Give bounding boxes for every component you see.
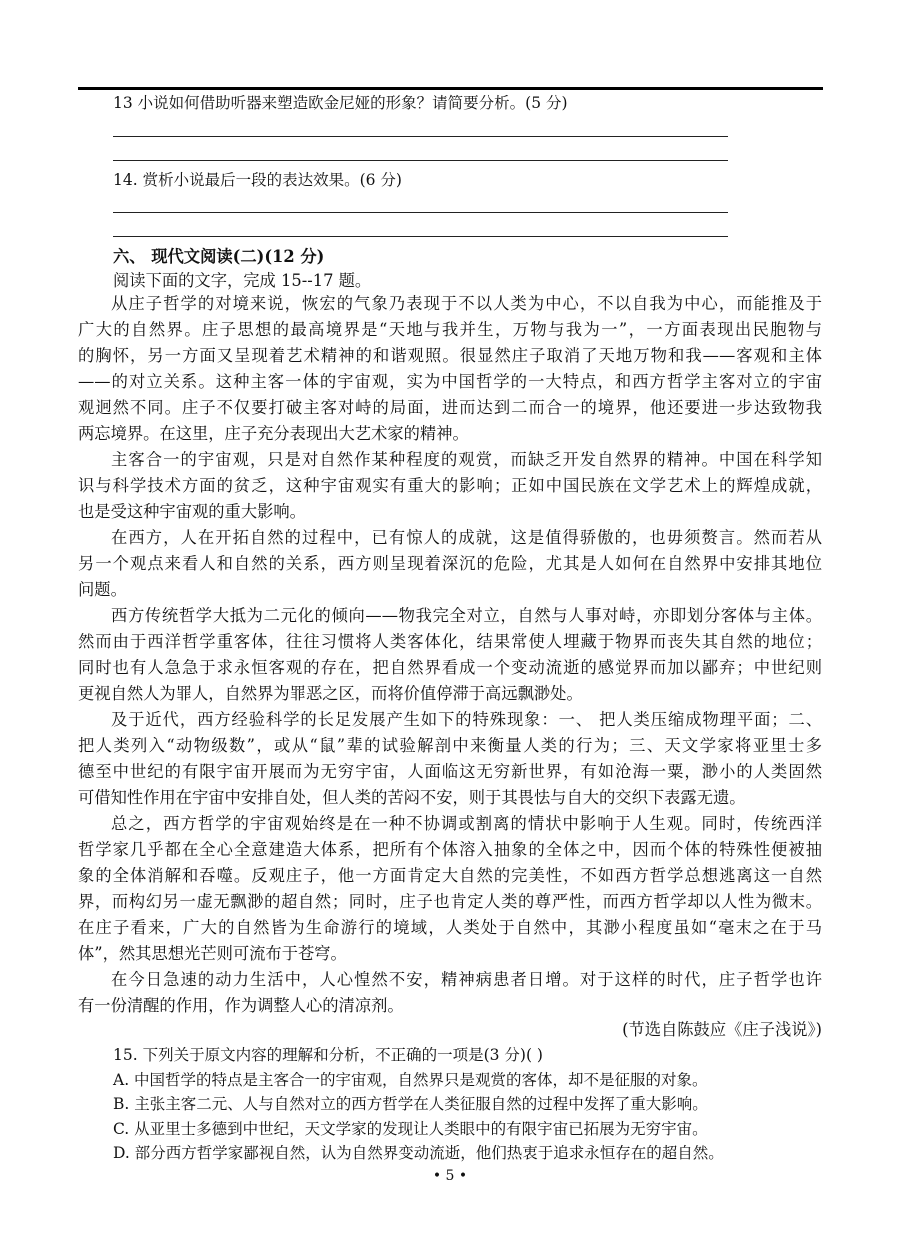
paragraph-line: ——的对立关系。这种主客一体的宇宙观，实为中国哲学的一大特点，和西方哲学主客对立的宇宙 [78, 372, 822, 391]
source-citation: (节选自陈鼓应《庄子浅说》) [622, 1020, 822, 1039]
paragraph-line: 广大的自然界。庄子思想的最高境界是“天地与我并生，万物与我为一”，一方面表现出民胞物与 [78, 320, 822, 339]
option-a: A. 中国哲学的特点是主客合一的宇宙观，自然界只是观赏的客体，却不是征服的对象。 [113, 1070, 708, 1089]
paragraph-line: 主客合一的宇宙观，只是对自然作某种程度的观赏，而缺乏开发自然界的精神。中国在科学知 [111, 450, 822, 469]
paragraph-line: 象的全体消解和吞噬。反观庄子，他一方面肯定大自然的完美性，不如西方哲学总想逃离这一自然 [78, 866, 822, 885]
question-13: 13 小说如何借助听器来塑造欧金尼娅的形象？请简要分析。(5 分) [113, 94, 568, 112]
paragraph-line: 体”，然其思想光芒则可流布于苍穹。 [78, 944, 347, 963]
paragraph-line: 识与科学技术方面的贫乏，这种宇宙观实有重大的影响；正如中国民族在文学艺术上的辉煌成就， [78, 476, 822, 495]
paragraph-line: 在庄子看来，广大的自然皆为生命游行的境域，人类处于自然中，其渺小程度虽如“毫末之在于马 [78, 918, 822, 937]
paragraph-line: 然而由于西洋哲学重客体，往往习惯将人类客体化，结果常使人埋藏于物界而丧失其自然的地位； [78, 632, 822, 651]
paragraph-line: 德至中世纪的有限宇宙开展而为无穷宇宙，人面临这无穷新世界，有如沧海一粟，渺小的人类固然 [78, 762, 822, 781]
paragraph [78, 525, 822, 603]
paragraph-line: 有一份清醒的作用，作为调整人心的清凉剂。 [78, 996, 404, 1015]
paragraph [78, 603, 822, 707]
paragraph-line: 观迥然不同。庄子不仅要打破主客对峙的局面，进而达到二而合一的境界，他还要进一步达致物我 [78, 398, 822, 417]
paragraph-line: 界，而构幻另一虚无飘渺的超自然；同时，庄子也肯定人类的尊严性，而西方哲学却以人性为微末。 [78, 892, 822, 911]
paragraph-line: 在今日急速的动力生活中，人心惶然不安，精神病患者日增。对于这样的时代，庄子哲学也许 [111, 970, 822, 989]
paragraph [78, 291, 822, 447]
answer-line [113, 236, 728, 237]
section-title: 六、 现代文阅读(二)(12 分) [113, 247, 325, 266]
answer-line [113, 160, 728, 161]
paragraph-line: 可借知性作用在宇宙中安排自处，但人类的苦闷不安，则于其畏怯与自大的交织下表露无遗。 [78, 788, 746, 807]
question-14: 14. 赏析小说最后一段的表达效果。(6 分) [113, 171, 402, 189]
paragraph-line: 也是受这种宇宙观的重大影响。 [78, 502, 306, 521]
paragraph-line: 另一个观点来看人和自然的关系，西方则呈现着深沉的危险，尤其是人如何在自然界中安排其地位 [78, 554, 822, 573]
answer-line [113, 212, 728, 213]
paragraph-line: 问题。 [78, 580, 127, 599]
paragraph-line: 同时也有人急急于求永恒客观的存在，把自然界看成一个变动流逝的感觉界而加以鄙弃；中世纪则 [78, 658, 822, 677]
paragraph-line: 把人类列入“动物级数”，或从“鼠”辈的试验解剖中来衡量人类的行为；三、天文学家将亚里士多 [78, 736, 822, 755]
page-number: • 5 • [432, 1168, 468, 1184]
paragraph-line: 更视自然人为罪人，自然界为罪恶之区，而将价值停滞于高远飘渺处。 [78, 684, 583, 703]
paragraph-line: 总之，西方哲学的宇宙观始终是在一种不协调或割离的情状中影响于人生观。同时，传统西洋 [111, 814, 822, 833]
paragraph-line: 及于近代，西方经验科学的长足发展产生如下的特殊现象：一、 把人类压缩成物理平面；二、 [111, 710, 822, 729]
answer-line [113, 136, 728, 137]
paragraph-line: 哲学家几乎都在全心全意建造大体系，把所有个体溶入抽象的全体之中，因而个体的特殊性便被抽 [78, 840, 822, 859]
paragraph-line: 西方传统哲学大抵为二元化的倾向——物我完全对立，自然与人事对峙，亦即划分客体与主体。 [111, 606, 822, 625]
section-header [113, 244, 813, 294]
option-d: D. 部分西方哲学家鄙视自然，认为自然界变动流逝，他们热衷于追求永恒存在的超自然。 [113, 1144, 724, 1162]
passage [78, 291, 822, 1019]
paragraph-line: 从庄子哲学的对境来说，恢宏的气象乃表现于不以人类为中心，不以自我为中心，而能推及于 [111, 294, 822, 313]
paragraph [78, 707, 822, 811]
question-15-block [78, 1017, 822, 1166]
option-b: B. 主张主客二元、人与自然对立的西方哲学在人类征服自然的过程中发挥了重大影响。 [113, 1095, 708, 1113]
paragraph-line: 在西方，人在开拓自然的过程中，已有惊人的成就，这是值得骄傲的，也毋须赘言。然而若从 [111, 528, 822, 547]
option-c: C. 从亚里士多德到中世纪，天文学家的发现让人类眼中的有限宇宙已拓展为无穷宇宙。 [113, 1119, 708, 1138]
paragraph-line: 的胸怀，另一方面又呈现着艺术精神的和谐观照。很显然庄子取消了天地万物和我——客观和主体 [78, 346, 822, 365]
paragraph [78, 447, 822, 525]
paragraph [78, 811, 822, 967]
question-15-stem: 15. 下列关于原文内容的理解和分析，不正确的一项是(3 分)( ) [113, 1046, 543, 1064]
top-rule [78, 87, 823, 90]
instruction: 阅读下面的文字，完成 15--17 题。 [113, 271, 372, 290]
paragraph [78, 967, 822, 1019]
paragraph-line: 两忘境界。在这里，庄子充分表现出大艺术家的精神。 [78, 424, 469, 443]
